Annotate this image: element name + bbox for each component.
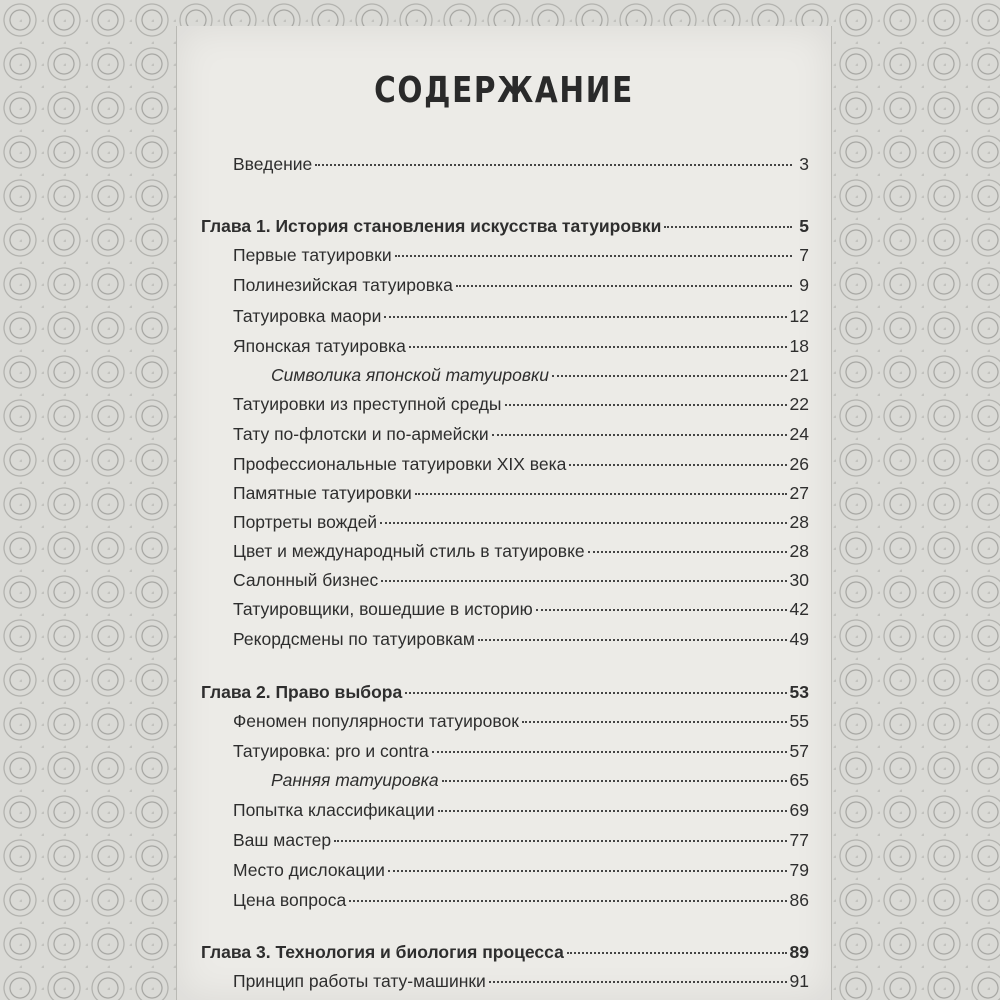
toc-entry-page: 28 [789, 512, 809, 532]
toc-entry-page: 77 [789, 830, 809, 850]
toc-entry-label: Введение [233, 154, 313, 174]
dot-leader [456, 285, 792, 287]
toc-subentry [271, 770, 809, 796]
toc-entry [233, 512, 809, 538]
toc-entry [233, 711, 809, 737]
toc-entry [233, 336, 809, 362]
toc-entry [233, 860, 809, 886]
toc-entry-page: 3 [799, 154, 809, 174]
toc-entry-label: Татуировка: pro и contra [233, 741, 429, 761]
toc-entry-page: 55 [789, 711, 809, 731]
toc-entry-label: Первые татуировки [233, 245, 392, 265]
toc-entry-page: 69 [789, 800, 809, 820]
toc-entry-page: 26 [789, 454, 809, 474]
dot-leader [567, 952, 787, 954]
toc-entry-label: Памятные татуировки [233, 483, 412, 503]
toc-entry [233, 394, 809, 420]
toc-entry [233, 275, 809, 301]
toc-entry-page: 12 [789, 306, 809, 326]
toc-entry-label: Портреты вождей [233, 512, 378, 532]
dot-leader [395, 255, 792, 257]
dot-leader [552, 375, 787, 377]
toc-entry-page: 7 [799, 245, 809, 265]
toc-entry [233, 306, 809, 332]
toc-entry-label: Татуировщики, вошедшие в историю [233, 599, 533, 619]
toc-entry-label: Попытка классификации [233, 800, 435, 820]
dot-leader [438, 810, 787, 812]
toc-entry-label: Полинезийская татуировка [233, 275, 453, 295]
dot-leader [522, 721, 787, 723]
dot-leader [381, 580, 786, 582]
toc-entry [233, 570, 809, 596]
toc-entry-page: 22 [789, 394, 809, 414]
toc-entry-page: 79 [789, 860, 809, 880]
toc-entry-page: 49 [789, 629, 809, 649]
toc-entry-page: 27 [789, 483, 809, 503]
toc-entry-label: Татуировки из преступной среды [233, 394, 502, 414]
toc-entry-label: Принцип работы тату-машинки [233, 971, 486, 991]
dot-leader [415, 493, 787, 495]
toc-entry-page: 86 [789, 890, 809, 910]
toc-entry [233, 830, 809, 856]
toc-entry-label: Место дислокации [233, 860, 385, 880]
dot-leader [489, 981, 787, 983]
toc-entry [233, 890, 809, 916]
toc-entry-label: Профессиональные татуировки XIX века [233, 454, 567, 474]
toc-entry-page: 89 [789, 942, 809, 962]
toc-entry-page: 18 [789, 336, 809, 356]
dot-leader [442, 780, 787, 782]
toc-entry-label: Цена вопроса [233, 890, 347, 910]
toc-entry-label: Цвет и международный стиль в татуировке [233, 541, 585, 561]
dot-leader [505, 404, 787, 406]
toc-entry-page: 65 [789, 770, 809, 790]
toc-entry-label: Рекордсмены по татуировкам [233, 629, 475, 649]
page-title: СОДЕРЖАНИЕ [374, 70, 634, 111]
toc-entry-page: 57 [789, 741, 809, 761]
toc-chapter-label: Глава 3. Технология и биология процесса [201, 942, 564, 962]
toc-entry [233, 599, 809, 625]
toc-chapter-1 [201, 216, 809, 242]
toc-entry-label: Японская татуировка [233, 336, 406, 356]
dot-leader [432, 751, 787, 753]
dot-leader [569, 464, 786, 466]
toc-chapter-label: Глава 1. История становления искусства татуировки [201, 216, 662, 236]
toc-entry-label: Ваш мастер [233, 830, 332, 850]
toc-chapter-label: Глава 2. Право выбора [201, 682, 403, 702]
toc-entry [233, 971, 809, 997]
toc-entry [233, 483, 809, 509]
toc-entry-page: 5 [799, 216, 809, 236]
dot-leader [409, 346, 787, 348]
toc-chapter-3 [201, 942, 809, 968]
toc-entry-page: 53 [789, 682, 809, 702]
toc-entry-label: Тату по-флотски и по-армейски [233, 424, 489, 444]
toc-entry [233, 541, 809, 567]
toc-entry-page: 42 [789, 599, 809, 619]
toc-subentry [271, 365, 809, 391]
toc-chapter-2 [201, 682, 809, 708]
dot-leader [588, 551, 787, 553]
toc-entry-page: 21 [789, 365, 809, 385]
toc-entry-page: 30 [789, 570, 809, 590]
toc-entry-label: Ранняя татуировка [271, 770, 439, 790]
toc-entry [233, 741, 809, 767]
dot-leader [380, 522, 786, 524]
dot-leader [388, 870, 787, 872]
dot-leader [536, 609, 787, 611]
dot-leader [334, 840, 786, 842]
toc-entry-label: Татуировка маори [233, 306, 382, 326]
toc-entry [233, 629, 809, 655]
dot-leader [478, 639, 787, 641]
toc-entry-introduction [233, 154, 809, 180]
dot-leader [315, 164, 792, 166]
toc-entry-label: Символика японской татуировки [271, 365, 549, 385]
toc-entry-label: Феномен популярности татуировок [233, 711, 519, 731]
toc-entry-page: 24 [789, 424, 809, 444]
toc-entry [233, 454, 809, 480]
dot-leader [349, 900, 786, 902]
dot-leader [492, 434, 787, 436]
toc-entry-page: 9 [799, 275, 809, 295]
toc-entry-page: 28 [789, 541, 809, 561]
toc-entry-page: 91 [789, 971, 809, 991]
toc-entry [233, 245, 809, 271]
toc-entry [233, 424, 809, 450]
dot-leader [405, 692, 786, 694]
toc-entry [233, 800, 809, 826]
dot-leader [384, 316, 786, 318]
dot-leader [664, 226, 792, 228]
toc-entry-label: Салонный бизнес [233, 570, 379, 590]
book-page [176, 26, 832, 1000]
